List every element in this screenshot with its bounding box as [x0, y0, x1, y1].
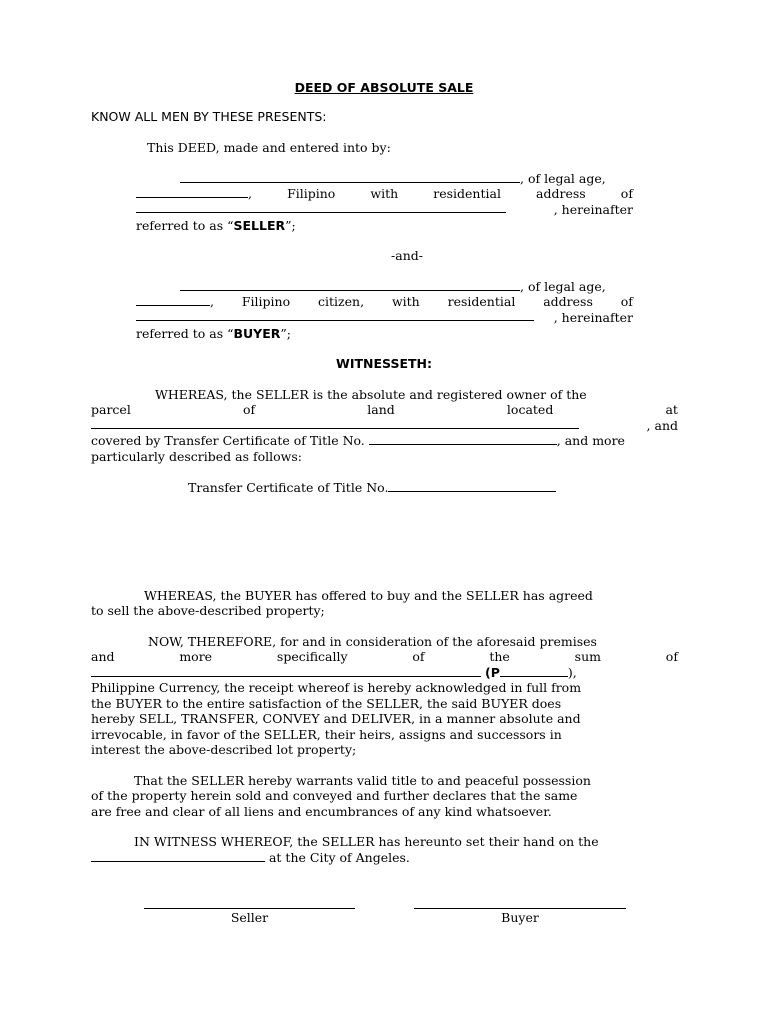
- buyer-of-word: of: [620, 294, 633, 309]
- now-therefore-line3: [91, 665, 577, 680]
- buyer-hereinafter-line: [136, 310, 633, 325]
- seller-hereinafter-line: [136, 202, 633, 217]
- whereas2-line2: to sell the above-described property;: [91, 603, 325, 618]
- seller-age-field: ,: [136, 186, 252, 201]
- buyer-age-blank: [136, 295, 210, 306]
- whereas1-line2: parcel of land located at: [91, 402, 678, 417]
- and-separator: -and-: [391, 248, 423, 263]
- seller-name-blank: [180, 172, 520, 183]
- whereas1-line3: , and: [91, 418, 678, 433]
- buyer-referred-line: referred to as “BUYER”;: [136, 326, 291, 341]
- buyer-filipino-word: Filipino: [241, 294, 291, 309]
- buyer-role: BUYER: [233, 326, 281, 341]
- seller-name-line: [180, 171, 606, 186]
- seller-of-word: of: [620, 186, 633, 201]
- seller-signature-label: Seller: [230, 910, 269, 925]
- tct-line: [188, 480, 556, 495]
- whereas1-line1: WHEREAS, the SELLER is the absolute and registered owner of the: [155, 387, 587, 402]
- warranty-line1: That the SELLER hereby warrants valid title to and peaceful possession: [134, 773, 591, 788]
- seller-address-blank: [136, 202, 506, 213]
- tct-blank: [388, 481, 556, 492]
- witness-whereof-line1: IN WITNESS WHEREOF, the SELLER has hereunto set their hand on the: [134, 834, 599, 849]
- now-therefore-line7: irrevocable, in favor of the SELLER, their heirs, assigns and successors in: [91, 727, 562, 742]
- seller-residential-word: residential: [433, 186, 501, 201]
- document-title: DEED OF ABSOLUTE SALE: [294, 80, 474, 95]
- amount-figure-blank: [500, 666, 568, 677]
- now-therefore-line8: interest the above-described lot property;: [91, 742, 357, 757]
- seller-referred-line: referred to as “SELLER”;: [136, 218, 296, 233]
- now-therefore-line2: and more specifically of the sum of: [91, 649, 678, 664]
- now-therefore-line6: hereby SELL, TRANSFER, CONVEY and DELIVER, in a manner absolute and: [91, 711, 581, 726]
- tct-label: Transfer Certificate of Title No.: [188, 480, 389, 495]
- location-blank: [91, 418, 579, 429]
- buyer-age-field: ,: [136, 294, 214, 309]
- buyer-citizen-word: citizen,: [318, 294, 365, 309]
- seller-filipino-word: Filipino: [287, 186, 336, 201]
- seller-with-word: with: [370, 186, 399, 201]
- tct-number-blank: [369, 434, 557, 445]
- buyer-address-word: address: [543, 294, 593, 309]
- peso-close: ),: [567, 665, 577, 680]
- seller-legal-age: , of legal age,: [520, 171, 606, 186]
- whereas1-line4: covered by Transfer Certificate of Title No. , and more: [91, 433, 625, 448]
- amount-words-blank: [91, 666, 481, 677]
- now-therefore-line4: Philippine Currency, the receipt whereof is hereby acknowledged in full from: [91, 680, 582, 695]
- warranty-line3: are free and clear of all liens and encumbrances of any kind whatsoever.: [91, 804, 552, 819]
- now-therefore-line5: the BUYER to the entire satisfaction of the SELLER, the said BUYER does: [91, 696, 562, 711]
- warranty-line2: of the property herein sold and conveyed and further declares that the same: [91, 788, 578, 803]
- seller-signature-line: [144, 908, 355, 909]
- whereas2-line1: WHEREAS, the BUYER has offered to buy and the SELLER has agreed: [144, 588, 593, 603]
- buyer-name-line: [180, 279, 606, 294]
- seller-address-line: [136, 186, 633, 201]
- buyer-address-blank: [136, 310, 534, 321]
- buyer-with-word: with: [391, 294, 420, 309]
- seller-role: SELLER: [233, 218, 286, 233]
- witness-whereof-line2: at the City of Angeles.: [91, 850, 410, 865]
- now-therefore-line1: NOW, THEREFORE, for and in consideration of the aforesaid premises: [148, 634, 597, 649]
- buyer-signature-label: Buyer: [501, 910, 539, 925]
- peso-open: (P: [484, 665, 500, 680]
- seller-age-blank: [136, 187, 248, 198]
- buyer-residential-word: residential: [447, 294, 516, 309]
- date-blank: [91, 851, 265, 862]
- witnesseth-heading: WITNESSETH:: [336, 356, 432, 371]
- know-all-men-heading: KNOW ALL MEN BY THESE PRESENTS:: [91, 109, 327, 124]
- intro-text: This DEED, made and entered into by:: [147, 140, 391, 155]
- buyer-legal-age: , of legal age,: [520, 279, 606, 294]
- buyer-hereinafter: , hereinafter: [553, 310, 633, 325]
- whereas1-line5: particularly described as follows:: [91, 449, 302, 464]
- buyer-name-blank: [180, 280, 520, 291]
- seller-address-word: address: [536, 186, 586, 201]
- buyer-address-line: [136, 294, 633, 309]
- buyer-signature-line: [414, 908, 626, 909]
- seller-hereinafter: , hereinafter: [553, 202, 633, 217]
